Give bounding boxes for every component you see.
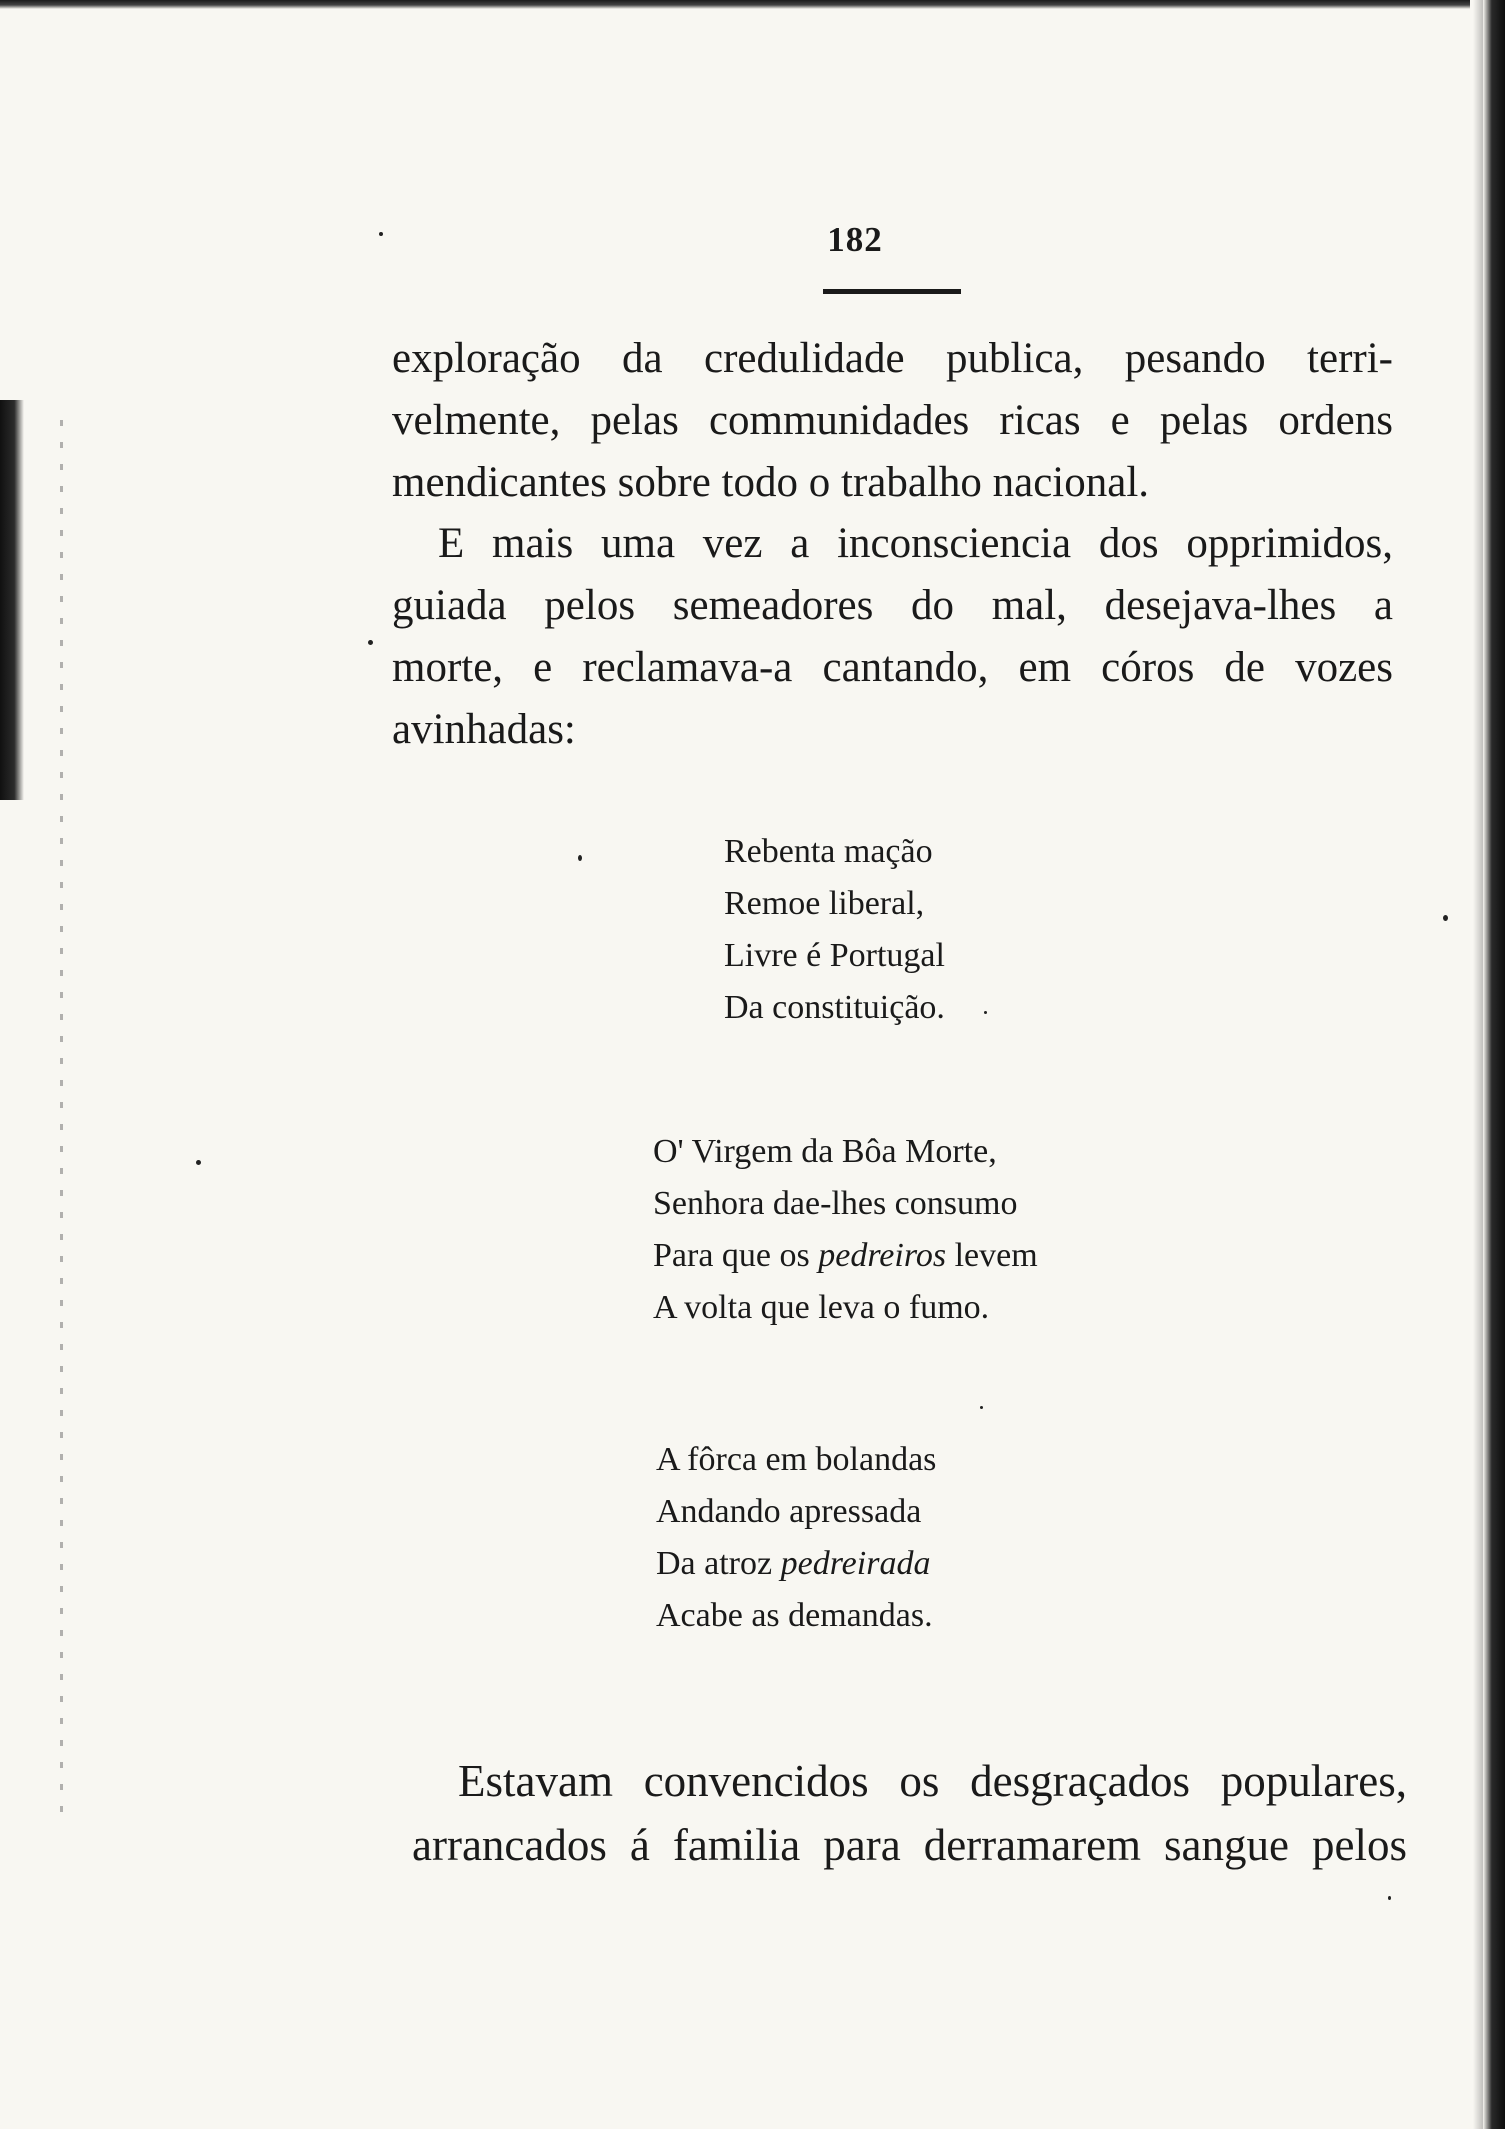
verse-line: Andando apressada [656,1493,922,1530]
verse-line: Acabe as demandas. [656,1597,933,1634]
paragraph-line: mendicantes sobre todo o trabalho nacional. [392,459,1150,506]
paragraph-line: E mais uma vez a inconsciencia dos opprimidos, [438,520,1393,567]
speck [980,1406,983,1409]
paragraph-line: Estavam convencidos os desgraçados populares, [458,1756,1407,1806]
speck [196,1160,201,1165]
paragraph-3 [412,1749,1407,1877]
speck [368,640,373,645]
paragraph-line: guiada pelos semeadores do mal, desejava-lhes a [392,582,1393,629]
paragraph-line: exploração da credulidade publica, pesando terri- [392,335,1393,382]
verse-line: Rebenta mação [724,833,933,870]
verse-text: levem [946,1237,1038,1274]
verse-line: O' Virgem da Bôa Morte, [653,1133,997,1170]
page-number-rule [823,289,961,294]
verse-text: Da atroz [656,1545,781,1582]
verse-stanza-1 [724,826,945,1034]
speck [1388,1896,1391,1900]
paragraph-line: avinhadas: [392,706,576,753]
verse-line: Remoe liberal, [724,885,925,922]
speck [578,855,582,861]
page-number: 182 [827,220,883,259]
scan-left-margin-marks [60,420,63,1820]
speck [379,232,383,236]
verse-line: Senhora dae-lhes consumo [653,1185,1018,1222]
speck [1443,915,1448,921]
verse-line: Da constituição. [724,989,945,1026]
verse-italic-word: pedreiros [818,1237,947,1274]
paragraph-line: velmente, pelas communidades ricas e pelas ordens [392,397,1393,444]
verse-line [656,1538,936,1590]
verse-italic-word: pedreirada [780,1545,931,1582]
speck [984,1011,987,1014]
verse-line: A volta que leva o fumo. [653,1289,990,1326]
verse-line: A fôrca em bolandas [656,1441,937,1478]
verse-stanza-3 [656,1434,936,1642]
paragraph-2 [392,513,1393,761]
verse-text: Para que os [653,1237,819,1274]
scan-top-edge [0,0,1470,9]
paragraph-1 [392,328,1393,514]
scan-binding-shadow [1473,0,1483,2129]
verse-line [653,1230,1038,1282]
verse-line: Livre é Portugal [724,937,945,974]
paragraph-line: morte, e reclamava-a cantando, em córos de vozes [392,644,1393,691]
paragraph-line: arrancados á familia para derramarem sangue pelos [412,1820,1407,1870]
scan-left-edge [0,400,24,800]
verse-stanza-2 [653,1126,1038,1334]
scan-right-edge [1483,0,1505,2129]
